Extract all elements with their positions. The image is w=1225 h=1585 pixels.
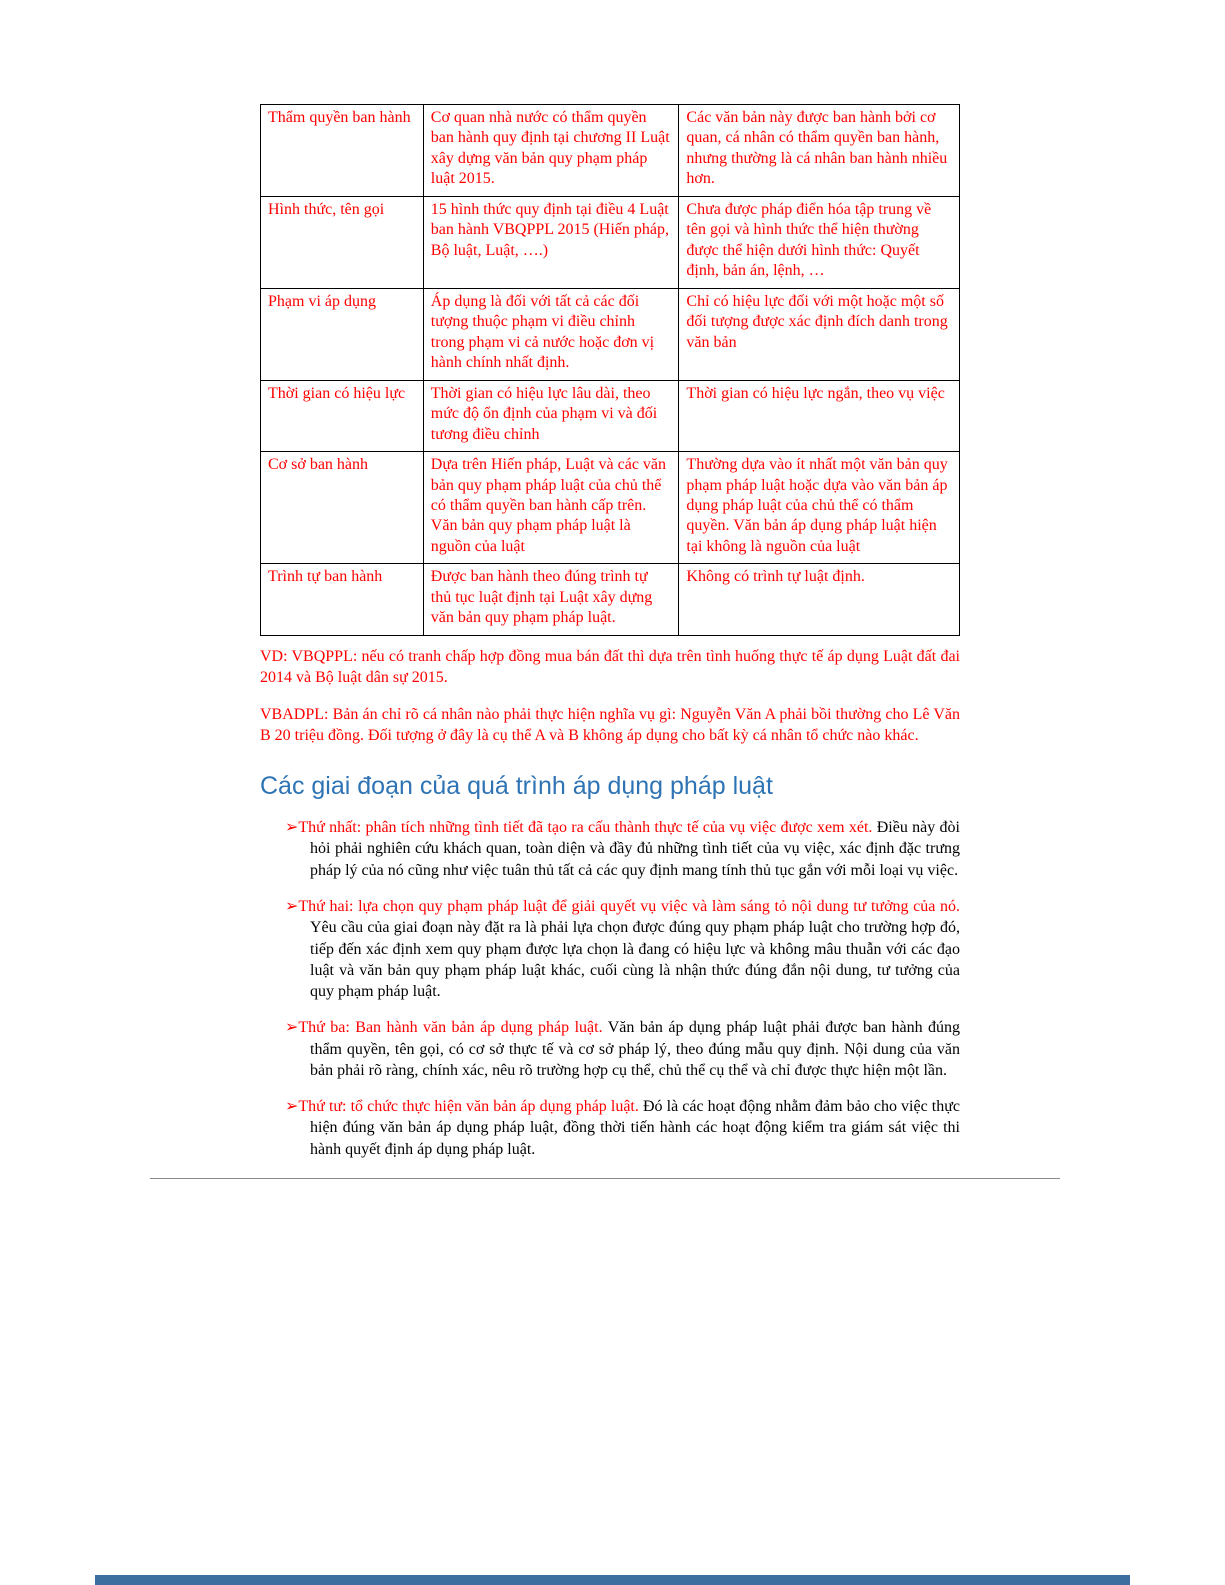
stage-item-4 bbox=[260, 1096, 960, 1160]
arrow-bullet-icon: ➢ bbox=[285, 819, 299, 837]
stage-body: Yêu cầu của giai đoạn này đặt ra là phải lựa chọn được đúng quy phạm pháp luật cho trường hợp đó, tiếp đến xác định xem quy phạm được lựa chọn là đang có hiệu lực và không mâu thuẫn với các đạo luật và văn bản quy phạm pháp luật khác, cuối cùng là nhận thức đúng đắn nội dung, tư tưởng của quy phạm pháp luật. bbox=[310, 919, 960, 1001]
table-row bbox=[261, 380, 960, 451]
table-row bbox=[261, 196, 960, 288]
stage-lead: Thứ ba: Ban hành văn bản áp dụng pháp luật. bbox=[298, 1019, 603, 1037]
vbqppl-cell: Dựa trên Hiến pháp, Luật và các văn bản quy phạm pháp luật của chủ thể có thẩm quyền ban hành cấp trên. Văn bản quy phạm pháp luật là nguồn của luật bbox=[423, 452, 679, 564]
stage-item-1 bbox=[260, 817, 960, 881]
table-row bbox=[261, 564, 960, 635]
row-label: Trình tự ban hành bbox=[261, 564, 424, 635]
section-heading: Các giai đoạn của quá trình áp dụng pháp luật bbox=[260, 772, 773, 801]
row-label: Phạm vi áp dụng bbox=[261, 288, 424, 380]
stage-lead: Thứ hai: lựa chọn quy phạm pháp luật để giải quyết vụ việc và làm sáng tỏ nội dung tư tưởng của nó. bbox=[298, 898, 960, 916]
vbqppl-cell: 15 hình thức quy định tại điều 4 Luật ban hành VBQPPL 2015 (Hiến pháp, Bộ luật, Luật, ….) bbox=[423, 196, 679, 288]
stage-item-2 bbox=[260, 896, 960, 1002]
table-row bbox=[261, 288, 960, 380]
arrow-bullet-icon: ➢ bbox=[285, 1098, 299, 1116]
arrow-bullet-icon: ➢ bbox=[285, 898, 299, 916]
arrow-bullet-icon: ➢ bbox=[285, 1019, 299, 1037]
stage-item-3 bbox=[260, 1017, 960, 1081]
row-label: Thời gian có hiệu lực bbox=[261, 380, 424, 451]
row-label: Thẩm quyền ban hành bbox=[261, 105, 424, 197]
comparison-table bbox=[260, 104, 960, 636]
page-break-divider bbox=[150, 1178, 1060, 1179]
table-row bbox=[261, 452, 960, 564]
stage-lead: Thứ tư: tổ chức thực hiện văn bản áp dụng pháp luật. bbox=[298, 1098, 639, 1116]
vbadpl-cell: Không có trình tự luật định. bbox=[679, 564, 960, 635]
example-note-vbqppl: VD: VBQPPL: nếu có tranh chấp hợp đồng mua bán đất thì dựa trên tình huống thực tế áp dụng Luật đất đai 2014 và Bộ luật dân sự 2015. bbox=[260, 647, 960, 686]
stage-body: Văn bản áp dụng pháp luật phải được ban hành đúng thẩm quyền, tên gọi, có cơ sở thực tế và cơ sở pháp lý, theo đúng mẫu quy định. Nội dung của văn bản phải rõ ràng, chính xác, nêu rõ trường hợp cụ thể, chủ thể cụ thể và chỉ được thực hiện một lần. bbox=[310, 1019, 961, 1079]
document-content bbox=[260, 104, 960, 1175]
stage-body: Đó là các hoạt động nhằm đảm bảo cho việc thực hiện đúng văn bản áp dụng pháp luật, đồng thời tiến hành các hoạt động kiểm tra giám sát việc thi hành quyết định áp dụng pháp luật. bbox=[310, 1098, 960, 1158]
row-label: Hình thức, tên gọi bbox=[261, 196, 424, 288]
bottom-blue-bar bbox=[95, 1575, 1130, 1585]
vbqppl-cell: Áp dụng là đối với tất cả các đối tượng thuộc phạm vi điều chỉnh trong phạm vi cả nước hoặc đơn vị hành chính nhất định. bbox=[423, 288, 679, 380]
vbadpl-cell: Thời gian có hiệu lực ngắn, theo vụ việc bbox=[679, 380, 960, 451]
vbqppl-cell: Thời gian có hiệu lực lâu dài, theo mức độ ổn định của phạm vi và đối tương điều chỉnh bbox=[423, 380, 679, 451]
stage-lead: Thứ nhất: phân tích những tình tiết đã tạo ra cấu thành thực tế của vụ việc được xem xét. bbox=[298, 819, 873, 837]
row-label: Cơ sở ban hành bbox=[261, 452, 424, 564]
vbadpl-cell: Các văn bản này được ban hành bởi cơ quan, cá nhân có thẩm quyền ban hành, nhưng thường là cá nhân ban hành nhiều hơn. bbox=[679, 105, 960, 197]
vbqppl-cell: Cơ quan nhà nước có thẩm quyền ban hành quy định tại chương II Luật xây dựng văn bản quy phạm pháp luật 2015. bbox=[423, 105, 679, 197]
example-note-vbadpl: VBADPL: Bản án chỉ rõ cá nhân nào phải thực hiện nghĩa vụ gì: Nguyễn Văn A phải bồi thường cho Lê Văn B 20 triệu đồng. Đối tượng ở đây là cụ thể A và B không áp dụng cho bất kỳ cá nhân tổ chức nào khác. bbox=[260, 706, 960, 745]
vbadpl-cell: Thường dựa vào ít nhất một văn bản quy phạm pháp luật hoặc dựa vào văn bản áp dụng pháp luật của chủ thể có thẩm quyền. Văn bản áp dụng pháp luật hiện tại không là nguồn của luật bbox=[679, 452, 960, 564]
vbqppl-cell: Được ban hành theo đúng trình tự thủ tục luật định tại Luật xây dựng văn bản quy phạm pháp luật. bbox=[423, 564, 679, 635]
stage-body: Điều này đòi hỏi phải nghiên cứu khách quan, toàn diện và đầy đủ những tình tiết của vụ việc, xác định đặc trưng pháp lý của nó cũng như việc tuân thủ tất cả các quy định mang tính thủ tục gắn với mỗi loại vụ việc. bbox=[310, 819, 961, 879]
table-row bbox=[261, 105, 960, 197]
vbadpl-cell: Chưa được pháp điển hóa tập trung về tên gọi và hình thức thể hiện thường được thể hiện dưới hình thức: Quyết định, bản án, lệnh, … bbox=[679, 196, 960, 288]
vbadpl-cell: Chỉ có hiệu lực đối với một hoặc một số đối tượng được xác định đích danh trong văn bản bbox=[679, 288, 960, 380]
